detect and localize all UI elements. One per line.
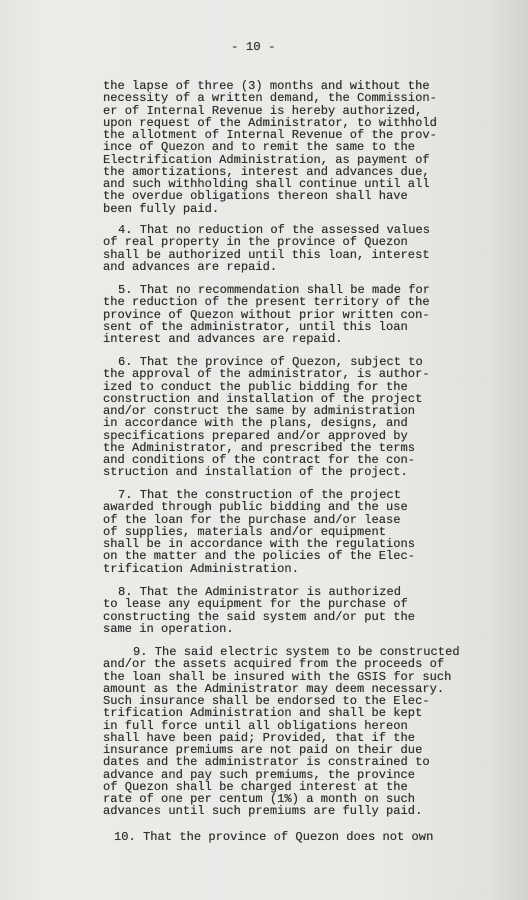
clause-4: 4. That no reduction of the assessed values of real property in the province of Quezon shall be authorized until this loan, interest and advances are repaid. (103, 223, 431, 274)
clause-9: 9. The said electric system to be constructed and/or the assets acquired from the proceeds of the loan shall be insured with the GSIS for such amount as the Administrator may deem necessary. Such insurance shall be endorsed to the Elec- trification Administration and shall be kept in full force until all obligations hereon shall have been paid; Provided, that if the insurance premiums are not paid on their due dates and the administrator is constrained to advance and pay such premiums, the province of Quezon shall be charged interest at the rate of one per centum (1%) a month on such advances until such premiums are fully paid. (103, 645, 460, 819)
clause-5: 5. That no recommendation shall be made for the reduction of the present territory of the province of Quezon without prior written con- sent of the administrator, until this loan interest and advances are repaid. (103, 283, 431, 346)
clause-10: 10. That the province of Quezon does not own (114, 830, 434, 844)
clause-8: 8. That the Administrator is authorized to lease any equipment for the purchase of constructing the said system and/or put the same in operation. (103, 585, 416, 636)
clause-6: 6. That the province of Quezon, subject to the approval of the administrator, is author- ized to conduct the public bidding for the construction and installation of the project and/or construct the same by administration in accordance with the plans, designs, and specifications prepared and/or approved by the Administrator, and prescribed the terms and conditions of the contract for the con- struction and installation of the project. (103, 355, 430, 480)
clause-7: 7. That the construction of the project awarded through public bidding and the use of the loan for the purchase and/or lease of supplies, materials and/or equipment shall be in accordance with the regulations on the matter and the policies of the Elec- trification Administration. (103, 488, 416, 576)
paragraph-continued: the lapse of three (3) months and without the necessity of a written demand, the Commission- er of Internal Revenue is hereby authorized, upon request of the Administrator, to withhold the allotment of Internal Revenue of the prov- ince of Quezon and to remit the same to the Electrification Administration, as payment of the amortizations, interest and advances due, and such withholding shall continue until all the overdue obligations thereon shall have been fully paid. (103, 79, 437, 216)
page-number: - 10 - (231, 40, 276, 54)
